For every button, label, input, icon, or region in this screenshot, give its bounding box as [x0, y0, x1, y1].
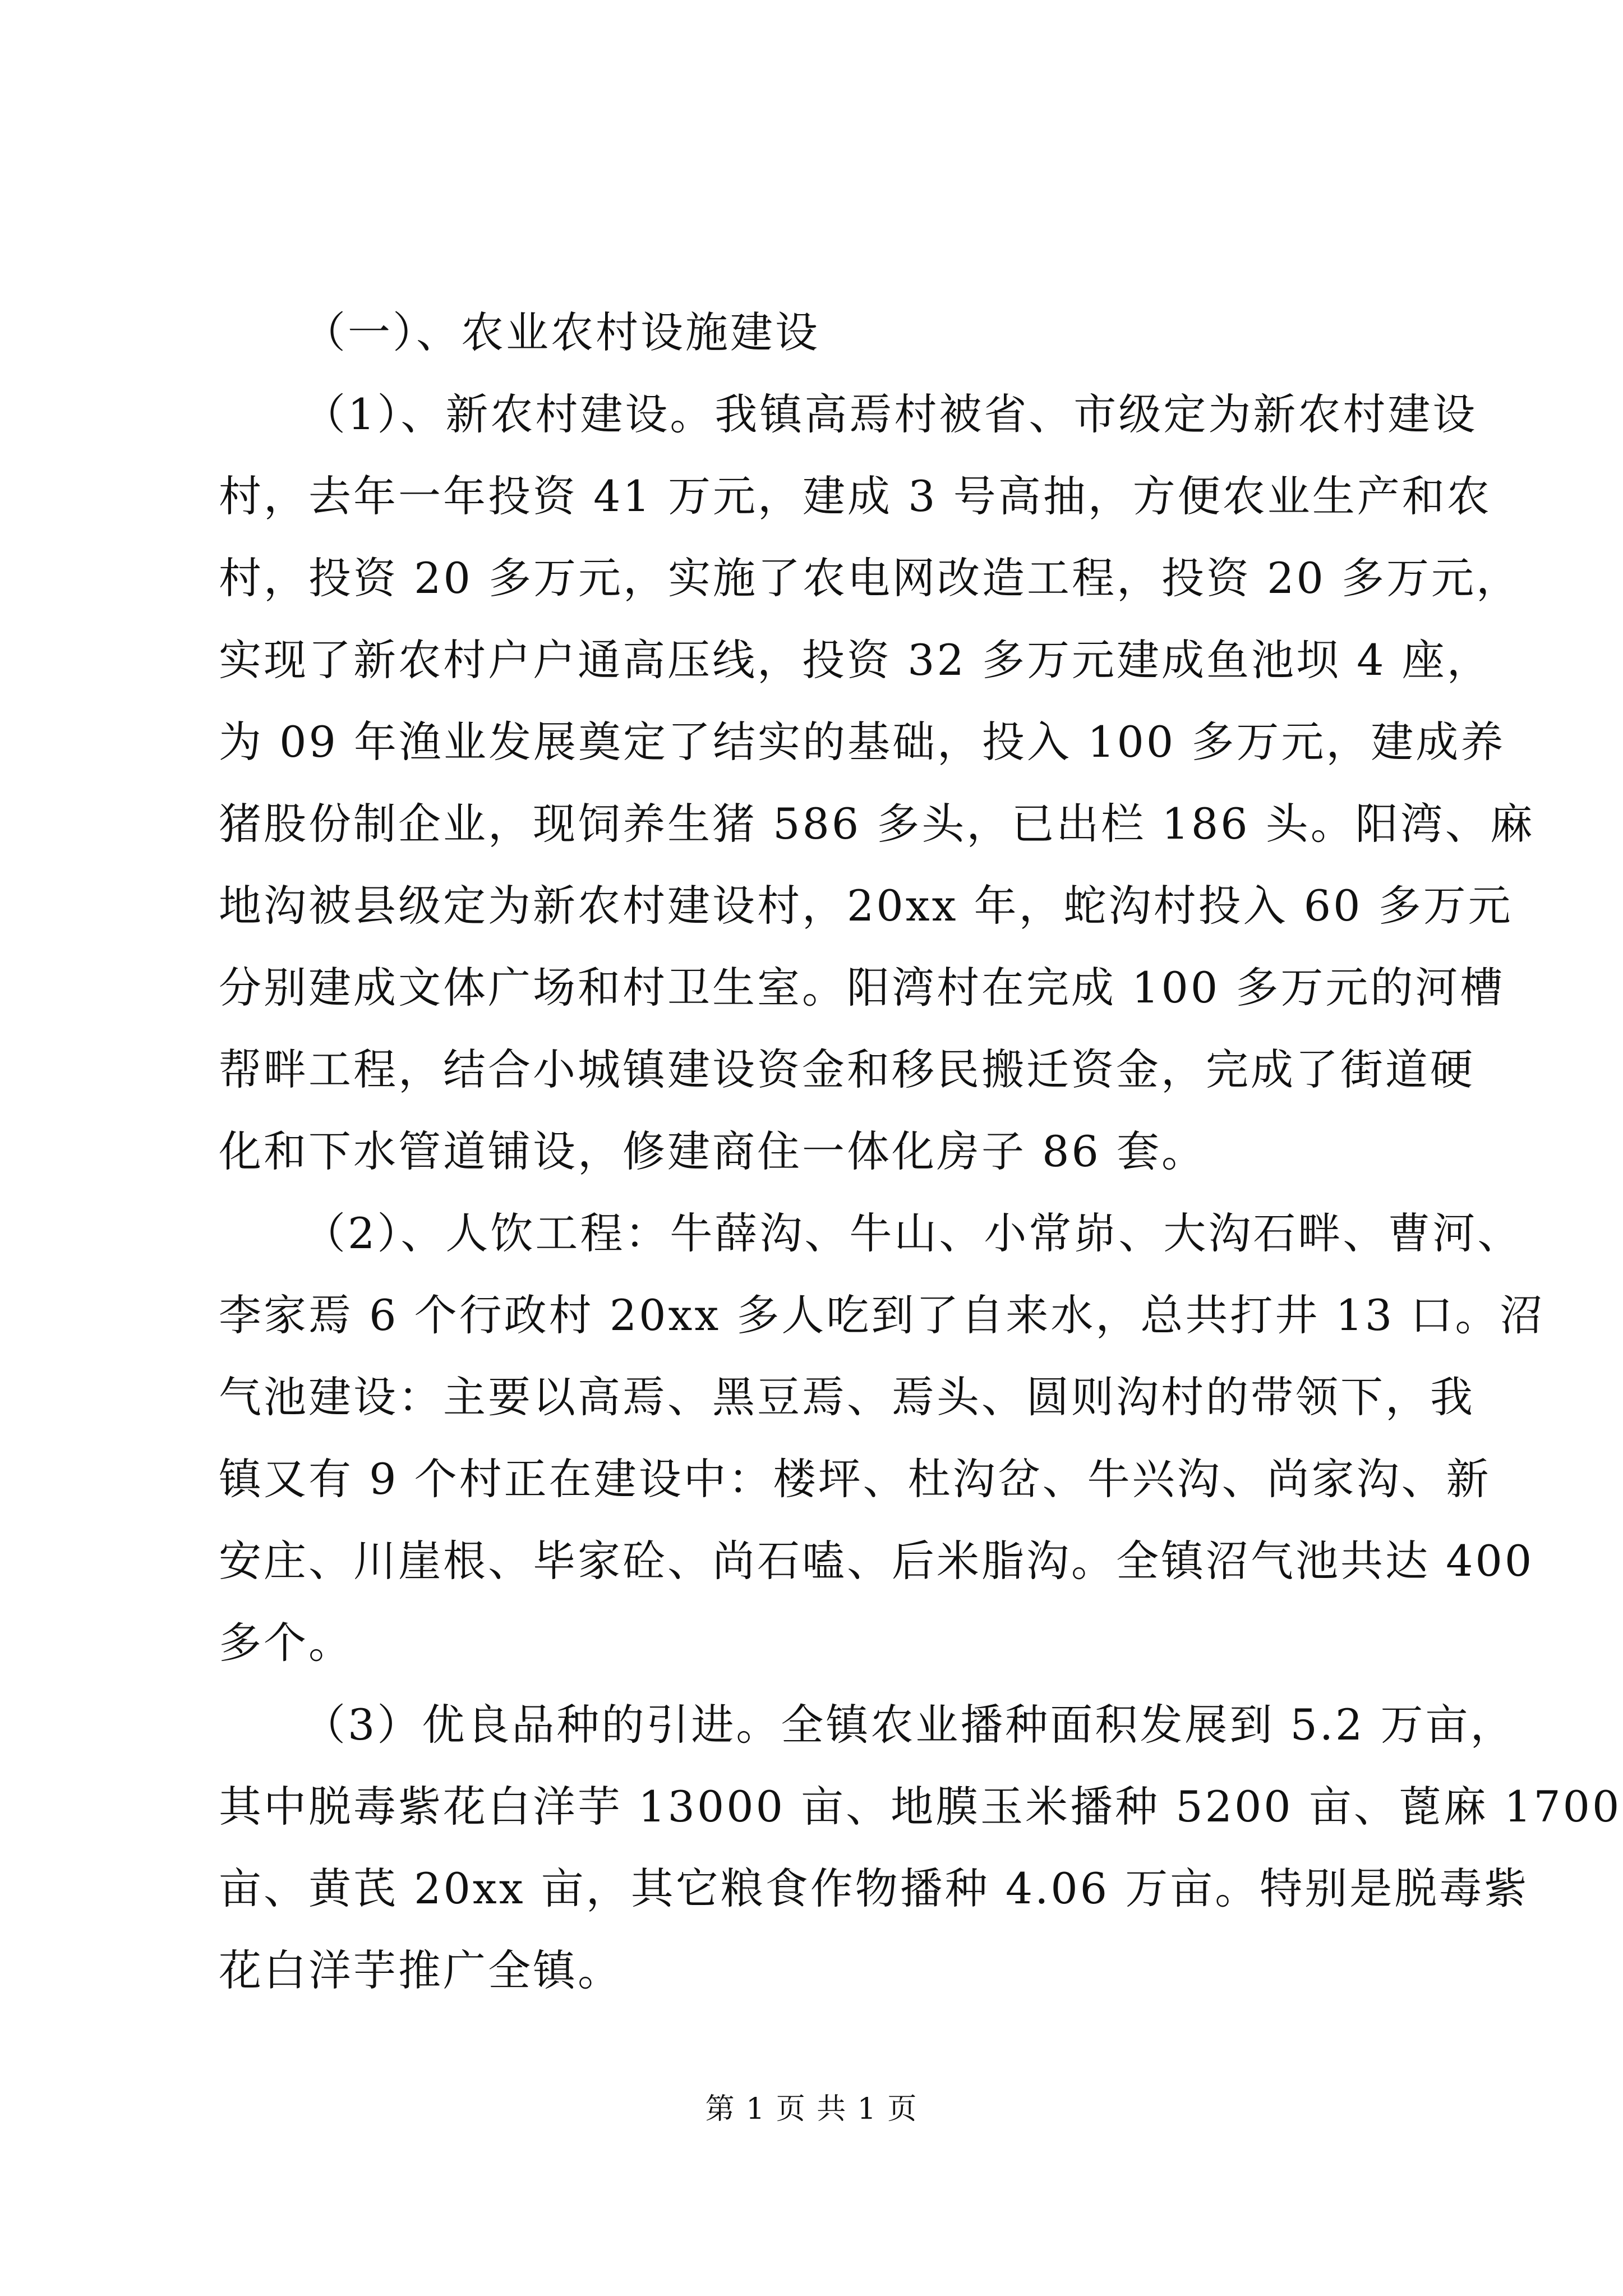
- paragraph-line: 气池建设：主要以高焉、黑豆焉、焉头、圆则沟村的带领下，我: [219, 1372, 1475, 1422]
- paragraph-line: 李家焉 6 个行政村 20xx 多人吃到了自来水，总共打井 13 口。沼: [219, 1290, 1545, 1340]
- paragraph-line: 多个。: [219, 1618, 353, 1668]
- document-body: [219, 292, 1622, 2012]
- paragraph-line: 实现了新农村户户通高压线，投资 32 多万元建成鱼池坝 4 座，: [219, 635, 1492, 685]
- paragraph-line: 村，去年一年投资 41 万元，建成 3 号高抽，方便农业生产和农: [219, 471, 1492, 521]
- paragraph-line: 其中脱毒紫花白洋芋 13000 亩、地膜玉米播种 5200 亩、蓖麻 1700: [219, 1782, 1622, 1832]
- paragraph-line: 花白洋芋推广全镇。: [219, 1945, 623, 1995]
- paragraph-line: 亩、黄芪 20xx 亩，其它粮食作物播种 4.06 万亩。特别是脱毒紫: [219, 1864, 1529, 1913]
- section-heading: （一）、农业农村设施建设: [303, 307, 820, 357]
- paragraph-line: 安庄、川崖根、毕家砼、尚石嗑、后米脂沟。全镇沼气池共达 400: [219, 1536, 1534, 1586]
- paragraph-line: 镇又有 9 个村正在建设中：楼坪、杜沟岔、牛兴沟、尚家沟、新: [219, 1454, 1491, 1504]
- paragraph-line: 分别建成文体广场和村卫生室。阳湾村在完成 100 多万元的河槽: [219, 963, 1505, 1013]
- page-number-footer: 第 1 页 共 1 页: [705, 2092, 918, 2126]
- paragraph-line: 化和下水管道铺设，修建商住一体化房子 86 套。: [219, 1126, 1207, 1176]
- paragraph-line: 地沟被县级定为新农村建设村，20xx 年，蛇沟村投入 60 多万元: [219, 881, 1513, 931]
- paragraph-line: 村，投资 20 多万元，实施了农电网改造工程，投资 20 多万元，: [219, 553, 1521, 603]
- paragraph-line: （3）优良品种的引进。全镇农业播种面积发展到 5.2 万亩，: [303, 1700, 1515, 1750]
- paragraph-line: （2）、人饮工程：牛薛沟、牛山、小常峁、大沟石畔、曹河、: [303, 1208, 1523, 1258]
- paragraph-line: （1）、新农村建设。我镇高焉村被省、市级定为新农村建设: [303, 389, 1478, 439]
- paragraph-line: 猪股份制企业，现饲养生猪 586 多头，已出栏 186 头。阳湾、麻: [219, 799, 1535, 849]
- paragraph-line: 为 09 年渔业发展奠定了结实的基础，投入 100 多万元，建成养: [219, 717, 1506, 767]
- paragraph-line: 帮畔工程，结合小城镇建设资金和移民搬迁资金，完成了街道硬: [219, 1045, 1475, 1094]
